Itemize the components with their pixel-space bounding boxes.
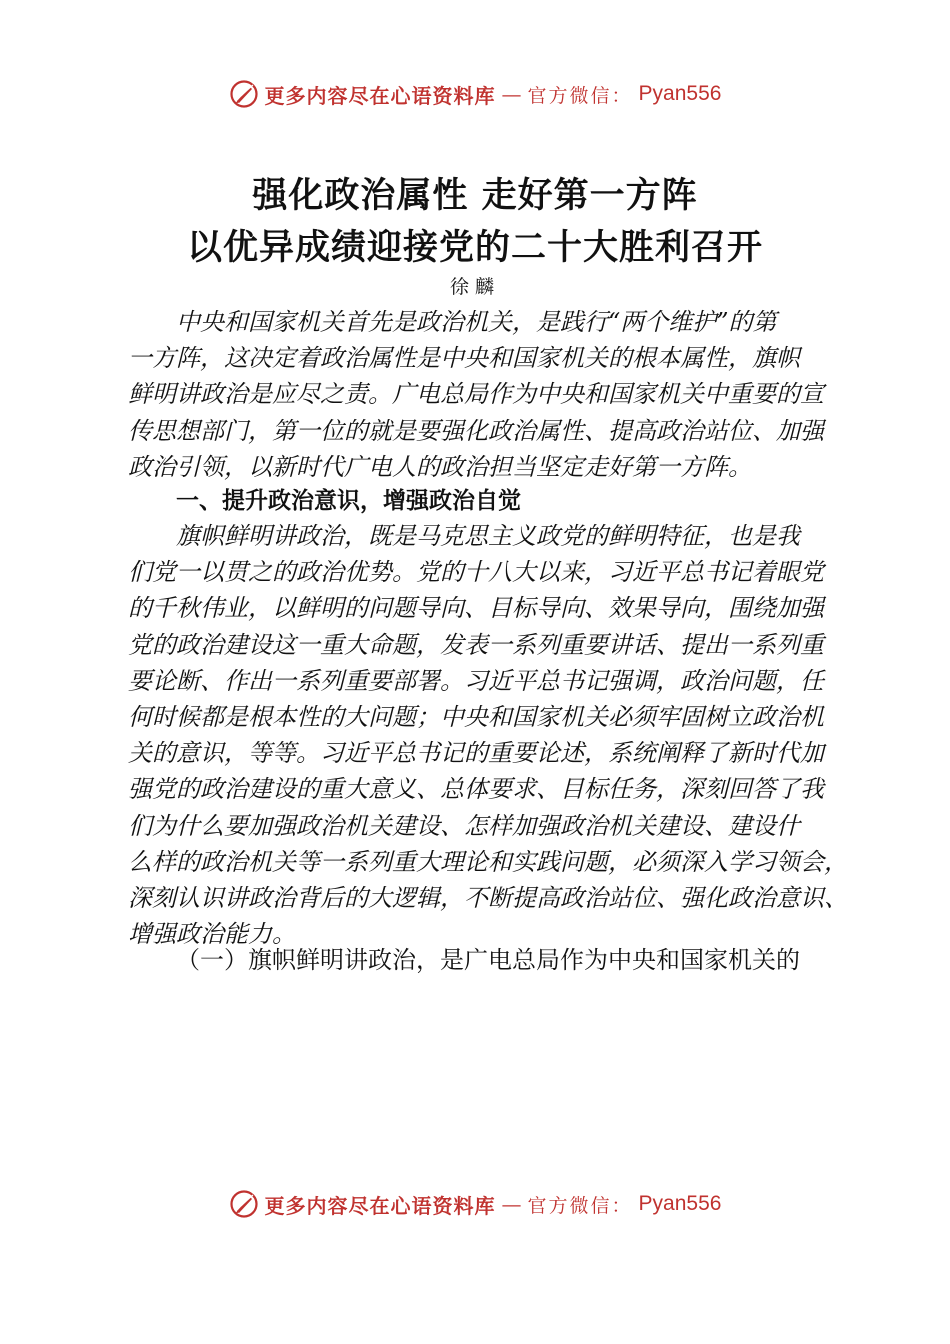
watermark-footer xyxy=(0,1184,950,1224)
watermark-brand: 更多内容尽在心语资料库 xyxy=(264,1193,496,1218)
watermark-header xyxy=(0,74,950,114)
section-1-heading: 一、提升政治意识，增强政治自觉 xyxy=(176,488,521,514)
watermark-wechat-id: Pyan556 xyxy=(638,82,722,105)
section-1-line: 何时候都是根本性的大问题；中央和国家机关必须牢固树立政治机 xyxy=(128,703,824,732)
intro-line: 鲜明讲政治是应尽之责。广电总局作为中央和国家机关中重要的宣 xyxy=(128,380,824,409)
watermark-separator: — xyxy=(501,1192,522,1216)
section-1-line: 深刻认识讲政治背后的大逻辑，不断提高政治站位、强化政治意识、 xyxy=(128,884,848,913)
watermark-wechat-id: Pyan556 xyxy=(638,1192,722,1215)
intro-line: 一方阵，这决定着政治属性是中央和国家机关的根本属性，旗帜 xyxy=(128,344,800,373)
intro-line: 传思想部门，第一位的就是要强化政治属性、提高政治站位、加强 xyxy=(128,416,824,445)
document-author: 徐麟 xyxy=(449,276,500,298)
section-1-line: 强党的政治建设的重大意义、总体要求、目标任务，深刻回答了我 xyxy=(128,775,824,804)
section-1-line: 要论断、作出一系列重要部署。习近平总书记强调，政治问题，任 xyxy=(128,666,824,695)
section-1-line: 增强政治能力。 xyxy=(128,920,296,949)
subsection-1-heading: （一）旗帜鲜明讲政治，是广电总局作为中央和国家机关的 xyxy=(176,946,800,974)
section-1-paragraph xyxy=(128,518,848,952)
intro-line: 中央和国家机关首先是政治机关，是践行“两个维护”的第 xyxy=(176,308,777,336)
intro-paragraph xyxy=(128,304,844,485)
section-1-line: 的千秋伟业，以鲜明的问题导向、目标导向、效果导向，围绕加强 xyxy=(128,594,824,623)
section-1-line: 党的政治建设这一重大命题，发表一系列重要讲话、提出一系列重 xyxy=(128,630,824,659)
document-title-line-1: 强化政治属性 走好第一方阵 xyxy=(252,175,698,216)
watermark-label: 官方微信： xyxy=(527,1194,633,1217)
watermark-label: 官方微信： xyxy=(527,84,633,107)
watermark-separator: — xyxy=(501,82,522,106)
section-1-line: 关的意识，等等。习近平总书记的重要论述，系统阐释了新时代加 xyxy=(128,739,824,768)
quill-pen-logo-icon xyxy=(229,79,259,109)
section-1-line: 么样的政治机关等一系列重大理论和实践问题，必须深入学习领会， xyxy=(128,847,848,876)
watermark-brand: 更多内容尽在心语资料库 xyxy=(264,83,496,108)
quill-pen-logo-icon xyxy=(229,1189,259,1219)
section-1-line: 们党一以贯之的政治优势。党的十八大以来，习近平总书记着眼党 xyxy=(128,558,824,587)
document-title-line-2: 以优异成绩迎接党的二十大胜利召开 xyxy=(186,227,763,268)
section-1-line: 们为什么要加强政治机关建设、怎样加强政治机关建设、建设什 xyxy=(128,811,800,840)
section-1-line: 旗帜鲜明讲政治，既是马克思主义政党的鲜明特征，也是我 xyxy=(176,522,800,550)
intro-line: 政治引领，以新时代广电人的政治担当坚定走好第一方阵。 xyxy=(128,452,752,481)
